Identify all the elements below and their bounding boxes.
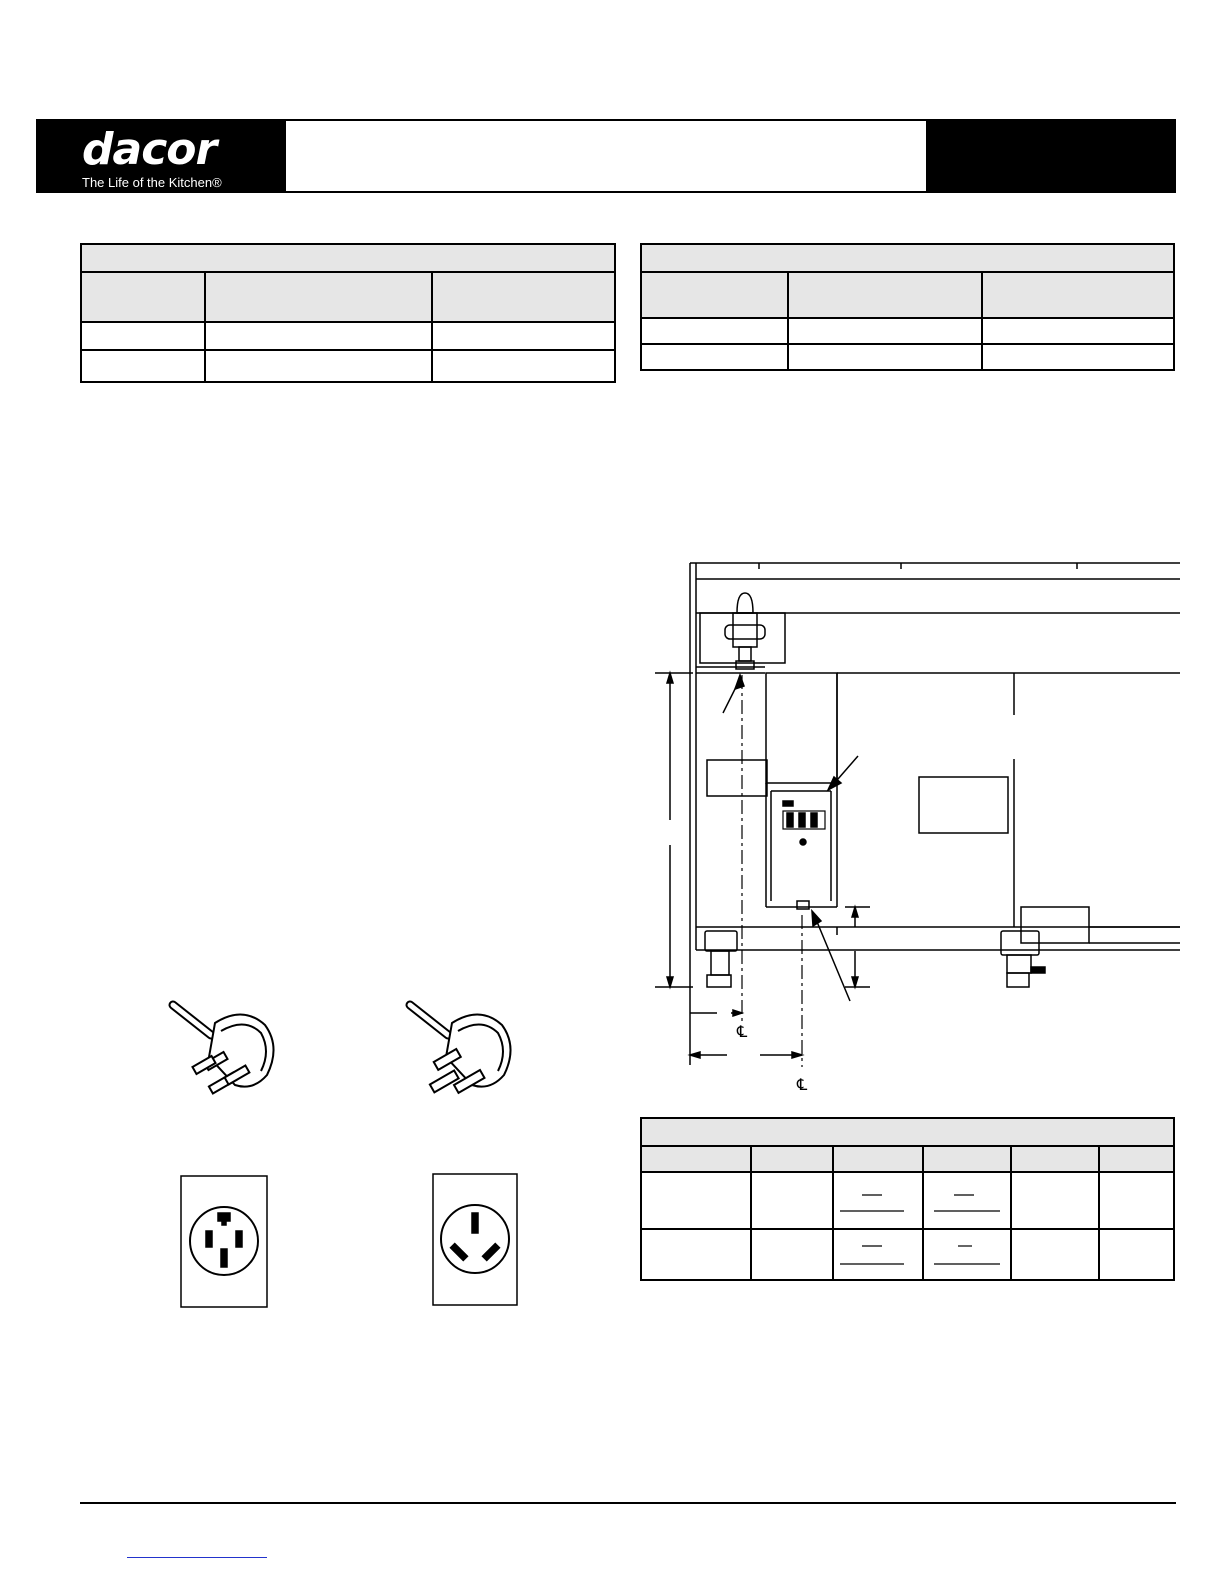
fraction-cell (833, 1229, 923, 1280)
installation-diagram (655, 555, 1180, 1100)
table-cell (81, 350, 205, 382)
gas-regulator (725, 593, 765, 669)
spec-table-left (80, 243, 616, 383)
table-cell (641, 1229, 751, 1280)
table-column-header (833, 1146, 923, 1172)
table-cell (432, 322, 615, 350)
table-cell (205, 350, 432, 382)
spec-table-right (640, 243, 1175, 371)
leveling-leg (1001, 931, 1045, 987)
table-header-row (641, 244, 1174, 272)
table-column-header (641, 272, 788, 318)
three-prong-plug-icon (402, 995, 522, 1100)
table-column-header (205, 272, 432, 322)
table-column-header (982, 272, 1174, 318)
centerline-label: ℄ (737, 1022, 748, 1041)
centerline-label: ℄ (797, 1075, 808, 1094)
table-cell (432, 350, 615, 382)
table-column-header (751, 1146, 833, 1172)
table-cell (751, 1172, 833, 1229)
table-column-header (81, 272, 205, 322)
fraction-cell (923, 1229, 1011, 1280)
table-cell (982, 318, 1174, 344)
fraction-marks (924, 1173, 1008, 1223)
table-header-row (641, 1118, 1174, 1146)
leveling-leg (705, 931, 737, 987)
table-column-header (1011, 1146, 1099, 1172)
table-cell (1099, 1229, 1174, 1280)
table-cell (205, 322, 432, 350)
table-cell (982, 344, 1174, 370)
fraction-marks (834, 1230, 920, 1274)
table-cell (1011, 1229, 1099, 1280)
table-cell (751, 1229, 833, 1280)
table-column-header (1099, 1146, 1174, 1172)
table-column-header (432, 272, 615, 322)
dimension-table (640, 1117, 1175, 1281)
header-title-box (286, 121, 926, 191)
table-header-row (81, 244, 615, 272)
table-column-header (788, 272, 982, 318)
table-cell (641, 318, 788, 344)
fraction-marks (834, 1173, 920, 1223)
table-column-header (923, 1146, 1011, 1172)
table-cell (788, 318, 982, 344)
four-slot-receptacle-icon (180, 1175, 268, 1308)
table-cell (1099, 1172, 1174, 1229)
table-column-header (641, 1146, 751, 1172)
table-cell (1011, 1172, 1099, 1229)
dacor-logo: dacor (82, 124, 217, 175)
table-cell (788, 344, 982, 370)
fraction-cell (923, 1172, 1011, 1229)
junction-box (766, 673, 837, 909)
fraction-marks (924, 1230, 1008, 1274)
table-cell (81, 322, 205, 350)
logo-tagline: The Life of the Kitchen® (82, 175, 222, 190)
four-prong-plug-icon (165, 995, 285, 1100)
table-cell (641, 344, 788, 370)
fraction-cell (833, 1172, 923, 1229)
three-slot-receptacle-icon (432, 1173, 518, 1306)
footer-link[interactable] (127, 1557, 267, 1558)
table-cell (641, 1172, 751, 1229)
footer-rule (80, 1502, 1176, 1504)
